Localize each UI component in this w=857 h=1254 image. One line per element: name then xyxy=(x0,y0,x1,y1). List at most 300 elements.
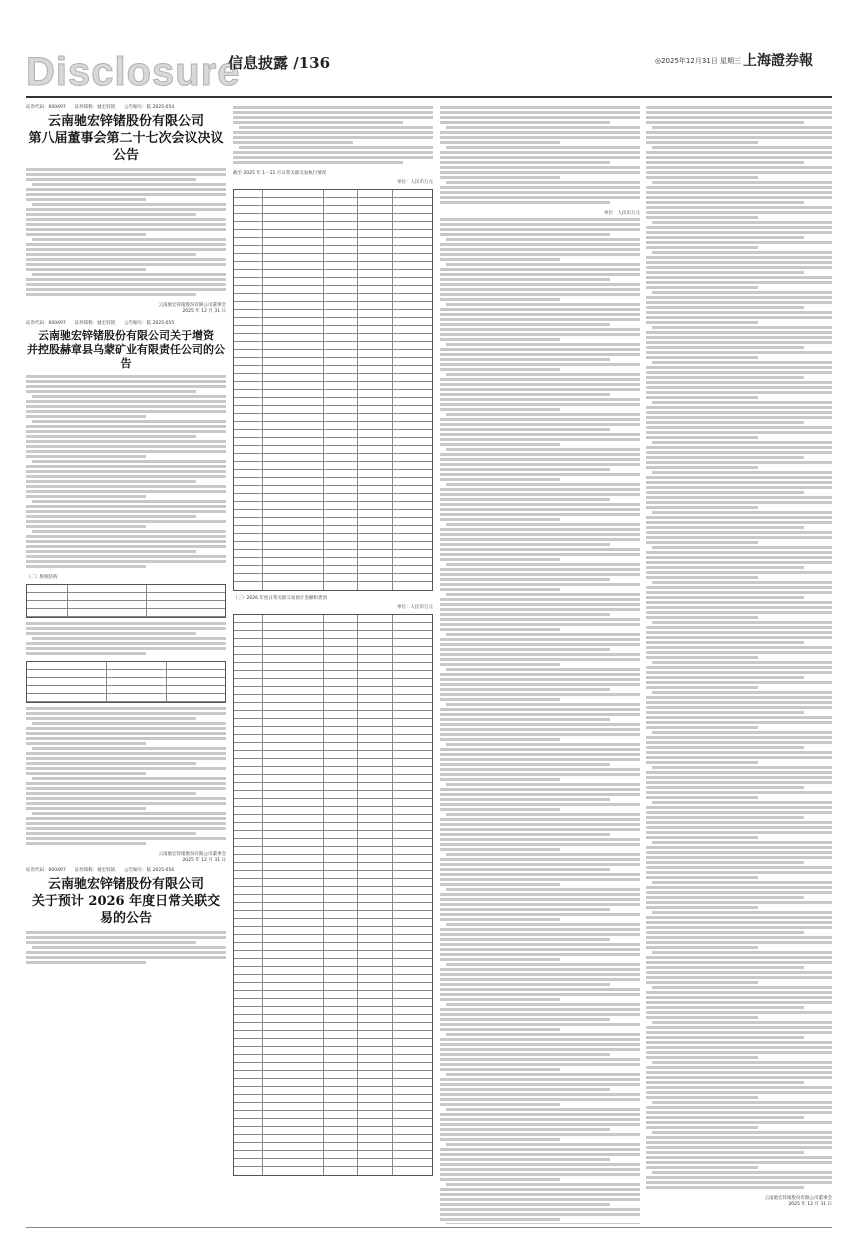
article-title: 云南驰宏锌锗股份有限公司 第八届董事会第二十七次会议决议公告 xyxy=(28,114,224,163)
text-line xyxy=(440,248,640,251)
text-line xyxy=(440,498,610,501)
text-line xyxy=(26,652,146,655)
text-line xyxy=(440,878,640,881)
table-column-divider xyxy=(106,662,107,702)
text-line xyxy=(652,841,832,844)
table-row xyxy=(234,414,432,422)
article-title: 云南驰宏锌锗股份有限公司关于增资 并控股赫章县乌蒙矿业有限责任公司的公告 xyxy=(27,329,225,370)
text-line xyxy=(26,223,226,226)
text-line xyxy=(233,151,433,154)
text-line xyxy=(440,333,640,336)
text-line xyxy=(26,827,226,830)
text-line xyxy=(646,1111,832,1114)
table-unit: 单位：人民币万元 xyxy=(397,605,433,610)
text-line xyxy=(440,778,560,781)
text-line xyxy=(440,808,560,811)
table-row xyxy=(234,470,432,478)
text-line xyxy=(32,777,226,780)
text-line xyxy=(26,956,226,959)
article-body xyxy=(26,931,226,964)
text-line xyxy=(446,703,640,706)
text-line xyxy=(440,1208,640,1211)
table-row xyxy=(234,1047,432,1055)
table-row xyxy=(234,791,432,799)
table-row xyxy=(234,542,432,550)
text-line xyxy=(646,861,804,864)
article-body xyxy=(26,707,226,845)
text-line xyxy=(26,505,226,508)
table-row xyxy=(234,999,432,1007)
text-line xyxy=(440,353,640,356)
text-line xyxy=(446,1108,640,1111)
text-line xyxy=(646,956,832,959)
text-line xyxy=(440,161,610,164)
text-line xyxy=(440,688,610,691)
text-line xyxy=(440,363,640,366)
text-line xyxy=(440,998,560,1001)
text-line xyxy=(32,273,226,276)
table-column-divider xyxy=(323,190,324,590)
text-line xyxy=(440,993,640,996)
header-rule xyxy=(26,96,832,98)
table-column-divider xyxy=(323,615,324,1175)
text-line xyxy=(646,641,804,644)
text-line xyxy=(440,608,640,611)
text-line xyxy=(440,843,640,846)
text-line xyxy=(652,361,832,364)
table-row xyxy=(234,254,432,262)
text-line xyxy=(646,476,832,479)
text-line xyxy=(646,696,832,699)
text-line xyxy=(440,328,640,331)
text-line xyxy=(646,571,832,574)
text-line xyxy=(440,463,640,466)
text-line xyxy=(26,208,226,211)
text-line xyxy=(440,1063,640,1066)
text-line xyxy=(646,211,832,214)
table-caption: （三）2026 年度日常关联交易预计金额和类别 xyxy=(233,596,327,601)
text-line xyxy=(646,981,758,984)
text-line xyxy=(440,898,640,901)
table-row xyxy=(234,422,432,430)
text-line xyxy=(440,973,640,976)
table-row xyxy=(234,366,432,374)
text-line xyxy=(646,1071,832,1074)
text-line xyxy=(440,1068,560,1071)
text-line xyxy=(652,766,832,769)
text-line xyxy=(26,198,146,201)
text-line xyxy=(26,258,226,261)
text-line xyxy=(446,343,640,346)
text-line xyxy=(646,1136,832,1139)
financial-table xyxy=(26,661,226,703)
text-line xyxy=(652,621,832,624)
text-line xyxy=(446,1073,640,1076)
text-line xyxy=(646,806,832,809)
text-line xyxy=(440,933,640,936)
text-line xyxy=(646,316,832,319)
table-row xyxy=(234,566,432,574)
column-4 xyxy=(646,104,832,1224)
text-line xyxy=(26,632,196,635)
text-line xyxy=(646,676,804,679)
table-row xyxy=(27,678,225,686)
text-line xyxy=(26,936,226,939)
text-line xyxy=(32,500,226,503)
text-line xyxy=(652,1021,832,1024)
text-line xyxy=(440,318,640,321)
text-line xyxy=(646,201,804,204)
text-line xyxy=(440,1093,640,1096)
text-line xyxy=(446,593,640,596)
table-row xyxy=(234,206,432,214)
text-line xyxy=(440,1083,640,1086)
text-line xyxy=(440,723,640,726)
text-line xyxy=(646,1146,832,1149)
text-line xyxy=(646,301,832,304)
text-line xyxy=(440,1193,640,1196)
table-row xyxy=(234,855,432,863)
text-line xyxy=(26,797,226,800)
text-line xyxy=(440,603,640,606)
text-line xyxy=(440,543,610,546)
text-line xyxy=(26,405,226,408)
text-line xyxy=(446,853,640,856)
text-line xyxy=(446,813,640,816)
text-line xyxy=(646,416,832,419)
text-line xyxy=(646,656,758,659)
text-line xyxy=(26,535,226,538)
text-line xyxy=(26,555,226,558)
table-row xyxy=(234,286,432,294)
column-1 xyxy=(26,104,226,1224)
text-line xyxy=(646,331,832,334)
text-line xyxy=(26,560,226,563)
text-line xyxy=(646,686,758,689)
text-line xyxy=(26,380,226,383)
text-line xyxy=(652,291,832,294)
text-line xyxy=(646,886,832,889)
text-line xyxy=(646,706,832,709)
text-line xyxy=(440,658,640,661)
text-line xyxy=(446,483,640,486)
text-line xyxy=(646,606,832,609)
text-line xyxy=(646,166,832,169)
table-row xyxy=(234,214,432,222)
text-line xyxy=(646,866,832,869)
table-row xyxy=(234,1135,432,1143)
text-line xyxy=(26,283,226,286)
text-line xyxy=(26,228,226,231)
text-line xyxy=(646,216,758,219)
text-line xyxy=(440,1138,560,1141)
text-line xyxy=(26,193,226,196)
text-line xyxy=(646,206,832,209)
text-line xyxy=(26,732,226,735)
text-line xyxy=(440,623,640,626)
text-line xyxy=(440,258,560,261)
text-line xyxy=(440,618,640,621)
text-line xyxy=(440,1163,640,1166)
text-line xyxy=(446,448,640,451)
text-line xyxy=(646,141,758,144)
text-line xyxy=(646,1181,832,1184)
text-line xyxy=(440,1023,640,1026)
text-line xyxy=(440,488,640,491)
table-row xyxy=(234,759,432,767)
text-line xyxy=(26,515,196,518)
text-line xyxy=(646,191,832,194)
text-line xyxy=(646,111,832,114)
text-line xyxy=(646,176,758,179)
text-line xyxy=(440,136,640,139)
column-2 xyxy=(233,104,433,1224)
text-line xyxy=(446,563,640,566)
text-line xyxy=(26,450,226,453)
table-row xyxy=(234,430,432,438)
column-3 xyxy=(440,104,640,1224)
text-line xyxy=(440,773,640,776)
text-line xyxy=(646,521,832,524)
table-row xyxy=(234,190,432,198)
text-line xyxy=(646,946,758,949)
text-line xyxy=(440,1198,640,1201)
text-line xyxy=(646,321,758,324)
text-line xyxy=(26,742,146,745)
text-line xyxy=(646,971,832,974)
text-line xyxy=(646,346,804,349)
text-line xyxy=(26,752,226,755)
text-line xyxy=(440,678,640,681)
text-line xyxy=(646,1176,832,1179)
table-row xyxy=(234,695,432,703)
text-line xyxy=(652,691,832,694)
text-line xyxy=(646,1096,758,1099)
text-line xyxy=(440,393,610,396)
text-line xyxy=(646,791,832,794)
table-row xyxy=(234,382,432,390)
table-row xyxy=(234,679,432,687)
text-line xyxy=(646,906,758,909)
text-line xyxy=(26,455,146,458)
text-line xyxy=(646,756,832,759)
text-line xyxy=(646,631,832,634)
text-line xyxy=(440,1173,640,1176)
table-column-divider xyxy=(262,190,263,590)
text-line xyxy=(440,1168,640,1171)
text-line xyxy=(646,821,832,824)
table-row xyxy=(234,1039,432,1047)
text-line xyxy=(26,822,226,825)
text-line xyxy=(646,896,804,899)
table-row xyxy=(234,1007,432,1015)
table-row xyxy=(234,1087,432,1095)
table-row xyxy=(234,310,432,318)
text-line xyxy=(440,793,640,796)
table-row xyxy=(234,1055,432,1063)
text-line xyxy=(646,721,832,724)
text-line xyxy=(646,936,832,939)
text-line xyxy=(440,166,640,169)
section-title: 信息披露 /136 xyxy=(228,54,331,72)
table-column-divider xyxy=(166,662,167,702)
article-signature: 云南驰宏锌锗股份有限公司董事会 2025 年 12 月 31 日 xyxy=(158,852,226,863)
text-line xyxy=(440,848,560,851)
text-line xyxy=(646,776,832,779)
text-line xyxy=(26,178,196,181)
text-line xyxy=(646,596,804,599)
text-line xyxy=(26,767,226,770)
text-line xyxy=(440,578,610,581)
table-column-divider xyxy=(392,190,393,590)
table-row xyxy=(234,462,432,470)
table-row xyxy=(234,198,432,206)
table-row xyxy=(234,943,432,951)
text-line xyxy=(26,802,226,805)
table-row xyxy=(234,1015,432,1023)
text-line xyxy=(646,1091,832,1094)
text-line xyxy=(446,888,640,891)
text-line xyxy=(26,470,226,473)
text-line xyxy=(26,465,226,468)
text-line xyxy=(26,807,146,810)
text-line xyxy=(26,520,226,523)
text-line xyxy=(646,421,804,424)
text-line xyxy=(440,121,610,124)
text-line xyxy=(440,528,640,531)
text-line xyxy=(446,373,640,376)
text-line xyxy=(32,812,226,815)
text-line xyxy=(32,637,226,640)
text-line xyxy=(26,375,226,378)
text-line xyxy=(646,436,758,439)
text-line xyxy=(440,718,610,721)
table-row xyxy=(234,983,432,991)
table-row xyxy=(234,799,432,807)
text-line xyxy=(440,983,610,986)
text-line xyxy=(440,278,610,281)
text-line xyxy=(440,863,640,866)
text-line xyxy=(440,458,640,461)
text-line xyxy=(646,386,832,389)
text-line xyxy=(440,1048,640,1051)
text-line xyxy=(646,561,832,564)
text-line xyxy=(440,1218,560,1221)
text-line xyxy=(646,451,832,454)
text-line xyxy=(32,722,226,725)
text-line xyxy=(440,428,610,431)
text-line xyxy=(26,243,226,246)
text-line xyxy=(26,390,196,393)
table-row xyxy=(234,1023,432,1031)
text-line xyxy=(646,356,758,359)
article-code: 证券代码：600497 证券简称：驰宏锌锗 公告编号：临 2025-055 xyxy=(26,321,175,326)
text-line xyxy=(646,286,758,289)
text-line xyxy=(646,701,832,704)
text-line xyxy=(440,253,640,256)
text-line xyxy=(646,1016,758,1019)
text-line xyxy=(646,931,804,934)
text-line xyxy=(646,551,832,554)
text-line xyxy=(440,548,640,551)
text-line xyxy=(440,763,610,766)
text-line xyxy=(26,400,226,403)
text-line xyxy=(440,513,640,516)
text-line xyxy=(440,228,640,231)
table-row xyxy=(234,1127,432,1135)
text-line xyxy=(440,903,640,906)
article-body xyxy=(233,106,433,164)
table-row xyxy=(234,350,432,358)
text-line xyxy=(646,106,832,109)
text-line xyxy=(652,511,832,514)
table-row xyxy=(234,783,432,791)
text-line xyxy=(26,941,196,944)
text-line xyxy=(440,968,640,971)
transaction-table-2025 xyxy=(233,189,433,591)
text-line xyxy=(652,661,832,664)
text-line xyxy=(26,540,226,543)
text-line xyxy=(440,408,560,411)
text-line xyxy=(652,126,832,129)
masthead xyxy=(0,0,857,94)
text-line xyxy=(646,1026,832,1029)
text-line xyxy=(646,926,832,929)
text-line xyxy=(646,456,804,459)
text-line xyxy=(646,851,832,854)
text-line xyxy=(446,1143,640,1146)
text-line xyxy=(239,146,433,149)
text-line xyxy=(646,151,832,154)
text-line xyxy=(26,218,226,221)
table-row xyxy=(27,593,225,601)
table-row xyxy=(234,1159,432,1167)
text-line xyxy=(646,161,804,164)
text-line xyxy=(646,1121,832,1124)
text-line xyxy=(32,203,226,206)
text-line xyxy=(440,833,610,836)
table-column-divider xyxy=(357,190,358,590)
table-row xyxy=(234,334,432,342)
text-line xyxy=(646,411,832,414)
text-line xyxy=(646,566,804,569)
text-line xyxy=(652,1101,832,1104)
text-line xyxy=(26,717,196,720)
table-row xyxy=(234,887,432,895)
text-line xyxy=(440,1058,640,1061)
text-line xyxy=(646,901,832,904)
table-column-divider xyxy=(67,585,68,617)
text-line xyxy=(440,518,560,521)
text-line xyxy=(26,213,196,216)
table-row xyxy=(234,623,432,631)
text-line xyxy=(440,403,640,406)
text-line xyxy=(32,747,226,750)
text-line xyxy=(26,757,226,760)
text-line xyxy=(440,713,640,716)
text-line xyxy=(646,646,832,649)
table-row xyxy=(234,502,432,510)
text-line xyxy=(440,1113,640,1116)
text-line xyxy=(440,628,560,631)
text-line xyxy=(440,908,610,911)
text-line xyxy=(646,1031,832,1034)
text-line xyxy=(26,268,146,271)
text-line xyxy=(646,891,832,894)
text-line xyxy=(440,598,640,601)
text-line xyxy=(26,410,226,413)
text-line xyxy=(440,141,560,144)
